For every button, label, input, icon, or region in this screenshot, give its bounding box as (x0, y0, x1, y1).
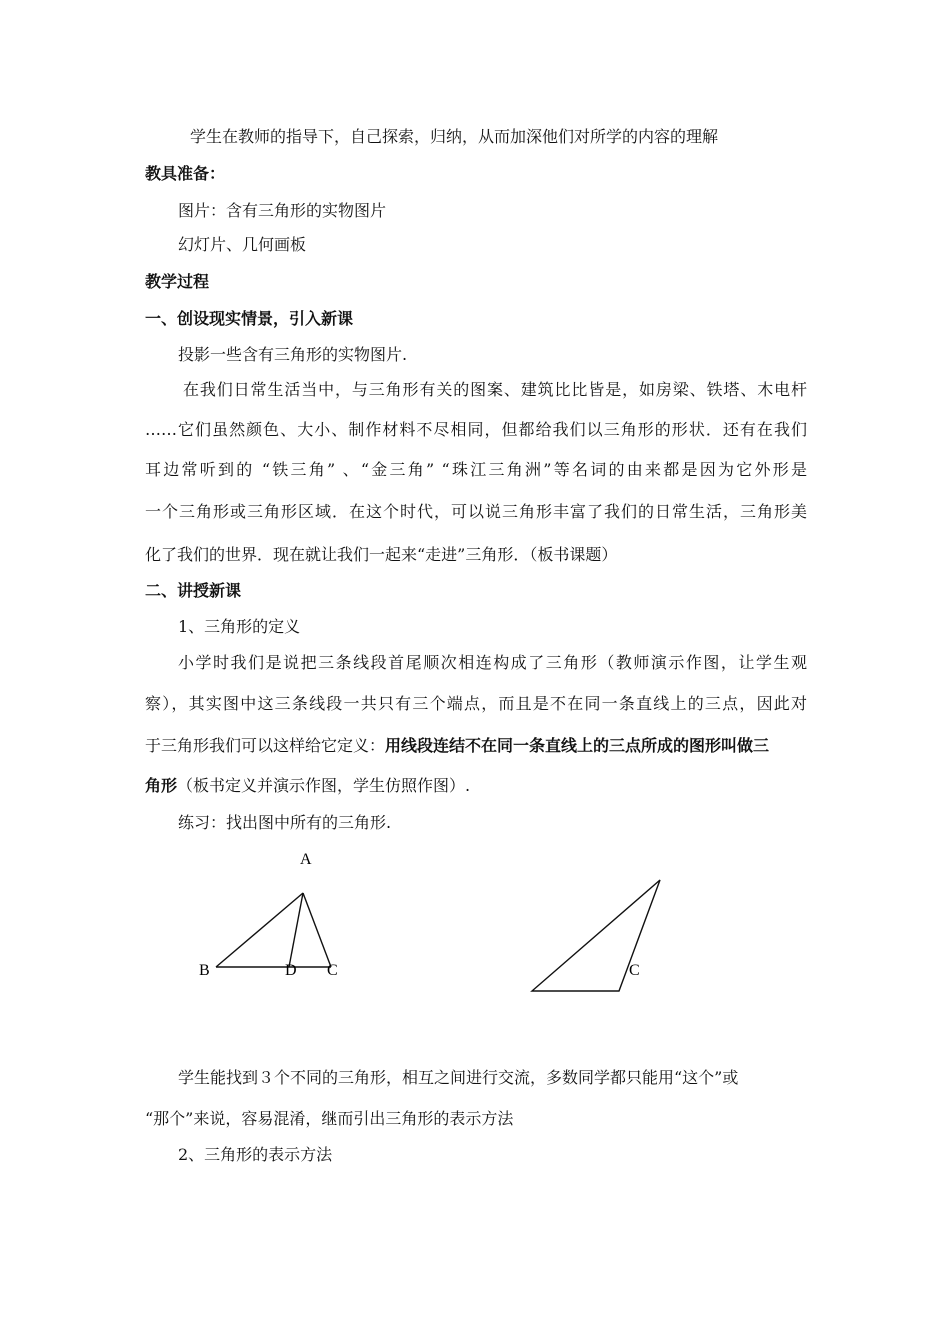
tools-item-2: 幻灯片、几何画板 (178, 235, 307, 254)
definition-line-3-text: 于三角形我们可以这样给它定义： (145, 736, 386, 755)
tools-heading: 教具准备： (145, 164, 226, 183)
definition-line-4-text: （板书定义并演示作图，学生仿照作图）. (177, 776, 471, 795)
section1-line-2: 在我们日常生活当中，与三角形有关的图案、建筑比比皆是，如房梁、铁塔、木电杆 (183, 380, 807, 399)
label-b: B (199, 962, 210, 979)
definition-line-2: 察），其实图中这三条线段一共只有三个端点，而且是不在同一条直线上的三点，因此对 (145, 694, 807, 713)
section1-line-6: 化了我们的世界．现在就让我们一起来“走进”三角形．（板书课题） (145, 545, 618, 564)
tools-item-1: 图片：含有三角形的实物图片 (178, 201, 387, 220)
process-heading: 教学过程 (145, 272, 210, 291)
exercise-text: 练习：找出图中所有的三角形. (178, 813, 392, 832)
definition-line-3 (145, 736, 769, 756)
after-exercise-line-2: “那个”来说，容易混淆，继而引出三角形的表示方法 (145, 1109, 514, 1128)
label-c: C (327, 962, 338, 979)
definition-emphasis: 用线段连结不在同一条直线上的三点所成的图形叫做三 (385, 736, 770, 755)
section1-line-5: 一个三角形或三角形区域．在这个时代，可以说三角形丰富了我们的日常生活，三角形美 (145, 502, 807, 521)
intro-text: 学生在教师的指导下，自己探索，归纳，从而加深他们对所学的内容的理解 (190, 127, 719, 146)
section1-heading: 一、创设现实情景，引入新课 (145, 309, 354, 328)
label-d: D (285, 962, 297, 979)
definition-line-1: 小学时我们是说把三条线段首尾顺次相连构成了三角形（教师演示作图，让学生观 (178, 653, 807, 672)
triangle-2-outline (532, 880, 660, 991)
subheading-notation: 2、三角形的表示方法 (178, 1145, 333, 1164)
section1-line-4: 耳边常听到的 “铁三角” 、“金三角” “珠江三角洲”等名词的由来都是因为它外形是 (145, 460, 807, 479)
section2-heading: 二、讲授新课 (145, 581, 242, 600)
section1-line-3: ……它们虽然颜色、大小、制作材料不尽相同，但都给我们以三角形的形状．还有在我们 (145, 420, 807, 439)
after-exercise-line-1: 学生能找到３个不同的三角形，相互之间进行交流，多数同学都只能用“这个”或 (178, 1068, 739, 1087)
definition-emphasis-end: 角形 (145, 776, 178, 795)
segment-ac (303, 893, 331, 967)
label-a: A (300, 851, 312, 868)
subheading-definition: 1、三角形的定义 (178, 617, 301, 636)
definition-line-4 (145, 776, 470, 796)
segment-ab (216, 893, 303, 967)
triangle-figure-2 (525, 870, 685, 1000)
section1-line-1: 投影一些含有三角形的实物图片. (178, 345, 408, 364)
segment-ad (289, 893, 303, 967)
label-c2: C (629, 962, 640, 979)
triangle-figure-1 (190, 845, 360, 985)
